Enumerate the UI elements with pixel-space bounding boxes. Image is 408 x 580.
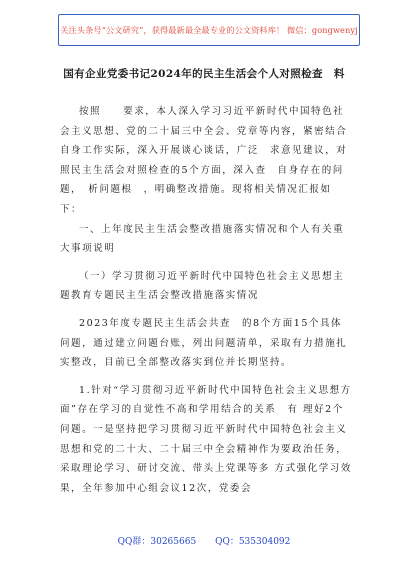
paragraph-spacer bbox=[60, 373, 352, 381]
section-heading-1: 一、上年度民主生活会整改措施落实情况和个人有关重大事项说明 bbox=[60, 223, 345, 255]
paragraph-2023-review: 2023年度专题民主生活会共查 的8个方面15个具体问题，通过建立问题台账，列出问题清单，采取有力措施扎实整改，目前已全部整改落实到位并长期坚持。 bbox=[60, 317, 348, 369]
paragraph-item-1: 1.针对“学习贯彻习近平新时代中国特色社会主义思想方面”存在学习的自觉性不高和学用结合的关系 有 理好2个问题。一是坚持把学习贯彻习近平新时代中国特色社会主义思想和党的二十大、二十届三中全会精神作为要政治任务，采取理论学习、研讨交流、带头上党课等多 方式强化学习效果，全年参加中心组会议12次，党委会 bbox=[60, 384, 352, 494]
promo-banner-text: 关注头条号“公文研究”，获得最新最全最专业的公文资料库！ 微信：gongwenyj bbox=[60, 24, 358, 35]
paragraph-intro: 按照 要求，本人深入学习习近平新时代中国特色社会主义思想、党的二十届三中全会、党章等内容，紧密结合自身工作实际，深入开展谈心谈话，广泛 求意见建议，对照民主生活会对照检查的5个方面，深入查 自身存在的问题， 析问题根 ，明确整改措施。现将相关情况汇报如下： bbox=[60, 106, 348, 215]
subsection-heading-1: （一）学习贯彻习近平新时代中国特色社会主义思想主题教育专题民主生活会整改措施落实情况 bbox=[60, 270, 345, 302]
paragraph-spacer bbox=[60, 306, 352, 314]
document-body bbox=[60, 102, 352, 498]
document-title: 国有企业党委书记2024年的民主生活会个人对照检查 料 bbox=[63, 68, 345, 80]
paragraph-spacer bbox=[60, 259, 352, 267]
contact-footer bbox=[0, 534, 408, 547]
qq-contact-text: QQ：535304092 bbox=[215, 537, 291, 547]
qq-group-text: QQ群：30265665 bbox=[117, 537, 197, 547]
promo-banner bbox=[58, 14, 360, 46]
